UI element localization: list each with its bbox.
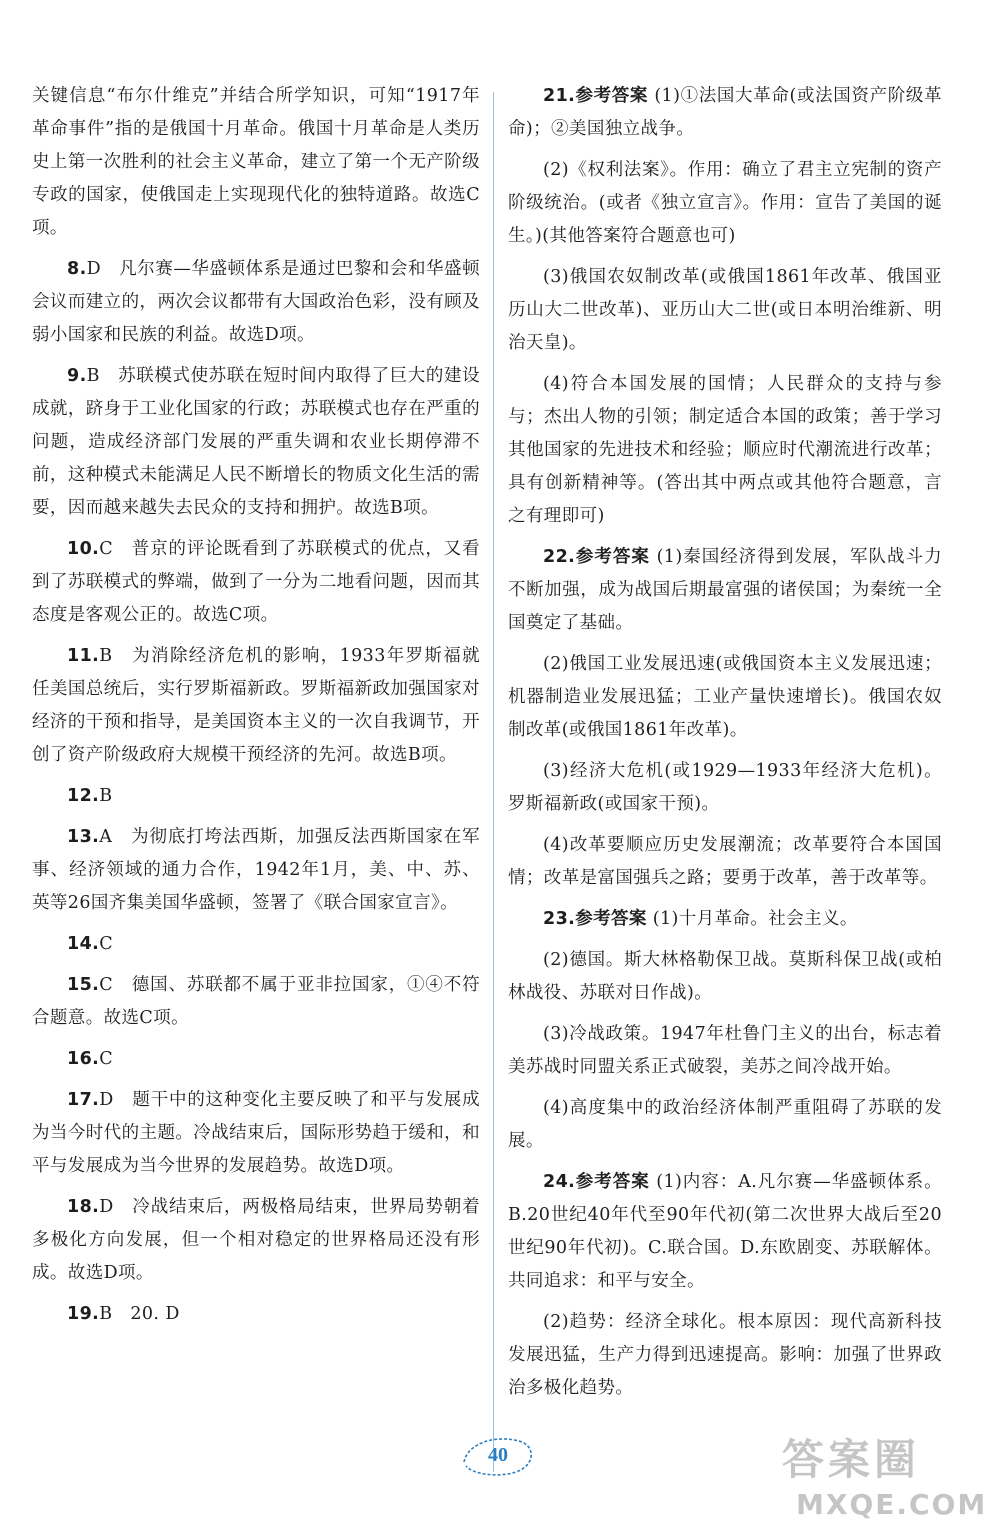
answer-text: D 冷战结束后，两极格局结束，世界局势朝着多极化方向发展，但一个相对稳定的世界格局还没有形成。故选D项。	[32, 1197, 480, 1283]
answer-text: (3)俄国农奴制改革(或俄国1861年改革、俄国亚历山大二世改革)、亚历山大二世(或日本明治维新、明治天皇)。	[508, 267, 942, 353]
question-number: 21.	[543, 86, 576, 106]
right-column	[508, 80, 942, 1413]
question-number: 9.	[67, 366, 87, 386]
answer-text: (4)符合本国发展的国情；人民群众的支持与参与；杰出人物的引领；制定适合本国的政策；善于学习其他国家的先进技术和经验；顺应时代潮流进行改革；具有创新精神等。(答出其中两点或其他符合题意，言之有理即可)	[508, 374, 942, 526]
answer-text: (2)德国。斯大林格勒保卫战。莫斯科保卫战(或柏林战役、苏联对日作战)。	[508, 950, 942, 1003]
answer-text: (3)冷战政策。1947年杜鲁门主义的出台，标志着美苏战时同盟关系正式破裂，美苏之间冷战开始。	[508, 1024, 942, 1077]
answer-text: A 为彻底打垮法西斯，加强反法西斯国家在军事、经济领域的通力合作，1942年1月，美、中、苏、英等26国齐集美国华盛顿，签署了《联合国家宣言》。	[32, 827, 480, 913]
question-number: 14.	[67, 934, 100, 954]
question-number: 24.	[543, 1172, 576, 1192]
answer-text: (1)内容：A.凡尔赛—华盛顿体系。B.20世纪40年代至90年代初(第二次世界大战后至20世纪90年代初)。C.联合国。D.东欧剧变、苏联解体。共同追求：和平与安全。	[508, 1172, 942, 1291]
answer-item	[508, 1166, 942, 1298]
question-number: 17.	[67, 1090, 100, 1110]
answer-text: C 普京的评论既看到了苏联模式的优点，又看到了苏联模式的弊端，做到了一分为二地看问题，因而其态度是客观公正的。故选C项。	[32, 539, 480, 625]
answer-item	[32, 1298, 480, 1331]
answer-item	[508, 80, 942, 146]
answer-item	[32, 969, 480, 1035]
answer-item	[32, 821, 480, 920]
question-number: 22.	[543, 547, 576, 567]
watermark-logo-text: 答案圈	[782, 1435, 921, 1484]
answer-text: B 为消除经济危机的影响，1933年罗斯福就任美国总统后，实行罗斯福新政。罗斯福新政加强国家对经济的干预和指导，是美国资本主义的一次自我调节，开创了资产阶级政府大规模干预经济的先河。故选B项。	[32, 646, 480, 765]
page-number-text: 40	[488, 1444, 508, 1466]
question-number: 11.	[67, 646, 100, 666]
answer-paragraph	[508, 368, 942, 533]
answer-text: B 20. D	[99, 1304, 180, 1324]
answer-paragraph	[508, 1018, 942, 1084]
answer-item	[32, 640, 480, 772]
answer-item	[32, 533, 480, 632]
answer-item	[32, 928, 480, 961]
answer-paragraph	[32, 80, 480, 245]
question-number: 12.	[67, 786, 100, 806]
answer-text: D 题干中的这种变化主要反映了和平与发展成为当今时代的主题。冷战结束后，国际形势趋于缓和，和平与发展成为当今世界的发展趋势。故选D项。	[32, 1090, 480, 1176]
answer-item	[32, 1191, 480, 1290]
answer-text: C	[99, 934, 113, 954]
answer-text: D 凡尔赛—华盛顿体系是通过巴黎和会和华盛顿会议而建立的，两次会议都带有大国政治色彩，没有顾及弱小国家和民族的利益。故选D项。	[32, 259, 480, 345]
column-divider	[493, 92, 494, 1472]
answer-paragraph	[508, 1092, 942, 1158]
answer-paragraph	[508, 648, 942, 747]
answer-label: 参考答案	[575, 1172, 650, 1192]
answer-label: 参考答案	[575, 86, 649, 106]
answer-text: C 德国、苏联都不属于亚非拉国家，①④不符合题意。故选C项。	[32, 975, 480, 1028]
watermark-domain-text: MXQE.COM	[796, 1488, 988, 1521]
answer-text: (1)①法国大革命(或法国资产阶级革命)；②美国独立战争。	[508, 86, 942, 139]
answer-text: (2)《权利法案》。作用：确立了君主立宪制的资产阶级统治。(或者《独立宣言》。作用：宣告了美国的诞生。)(其他答案符合题意也可)	[508, 160, 942, 246]
answer-text: (1)秦国经济得到发展，军队战斗力不断加强，成为战国后期最富强的诸侯国；为秦统一全国奠定了基础。	[508, 547, 943, 633]
answer-text: (2)俄国工业发展迅速(或俄国资本主义发展迅速；机器制造业发展迅猛；工业产量快速增长)。俄国农奴制改革(或俄国1861年改革)。	[508, 654, 942, 740]
page-number	[458, 1432, 538, 1478]
question-number: 23.	[543, 909, 576, 929]
question-number: 19.	[67, 1304, 100, 1324]
answer-paragraph	[508, 755, 942, 821]
question-number: 8.	[67, 259, 87, 279]
answer-item	[32, 1084, 480, 1183]
question-number: 16.	[67, 1049, 100, 1069]
question-number: 13.	[67, 827, 100, 847]
answer-text: B 苏联模式使苏联在短时间内取得了巨大的建设成就，跻身于工业化国家的行政；苏联模式也存在严重的问题，造成经济部门发展的严重失调和农业长期停滞不前，这种模式未能满足人民不断增长的物质文化生活的需要，因而越来越失去民众的支持和拥护。故选B项。	[32, 366, 480, 518]
question-number: 15.	[67, 975, 100, 995]
answer-paragraph	[508, 829, 942, 895]
answer-item	[32, 360, 480, 525]
answer-text: (2)趋势：经济全球化。根本原因：现代高新科技发展迅猛，生产力得到迅速提高。影响：加强了世界政治多极化趋势。	[508, 1312, 942, 1398]
answer-paragraph	[508, 1306, 942, 1405]
answer-text: (4)改革要顺应历史发展潮流；改革要符合本国国情；改革是富国强兵之路；要勇于改革，善于改革等。	[508, 835, 942, 888]
answer-text: 关键信息“布尔什维克”并结合所学知识，可知“1917年革命事件”指的是俄国十月革命。俄国十月革命是人类历史上第一次胜利的社会主义革命，建立了第一个无产阶级专政的国家，使俄国走上实现现代化的独特道路。故选C项。	[32, 86, 480, 238]
question-number: 18.	[67, 1197, 100, 1217]
left-column	[32, 80, 480, 1339]
question-number: 10.	[67, 539, 100, 559]
answer-text: (1)十月革命。社会主义。	[652, 909, 858, 929]
answer-paragraph	[508, 261, 942, 360]
answer-item	[508, 903, 942, 936]
answer-paragraph	[508, 154, 942, 253]
site-watermark	[776, 1432, 996, 1526]
answer-item	[32, 1043, 480, 1076]
answer-item	[32, 780, 480, 813]
answer-text: (4)高度集中的政治经济体制严重阻碍了苏联的发展。	[508, 1098, 942, 1151]
answer-text: B	[99, 786, 113, 806]
answer-item	[508, 541, 942, 640]
answer-label: 参考答案	[575, 909, 647, 929]
answer-text: (3)经济大危机(或1929—1933年经济大危机)。罗斯福新政(或国家干预)。	[508, 761, 942, 814]
answer-paragraph	[508, 944, 942, 1010]
answer-item	[32, 253, 480, 352]
answer-label: 参考答案	[575, 547, 650, 567]
answer-text: C	[99, 1049, 113, 1069]
